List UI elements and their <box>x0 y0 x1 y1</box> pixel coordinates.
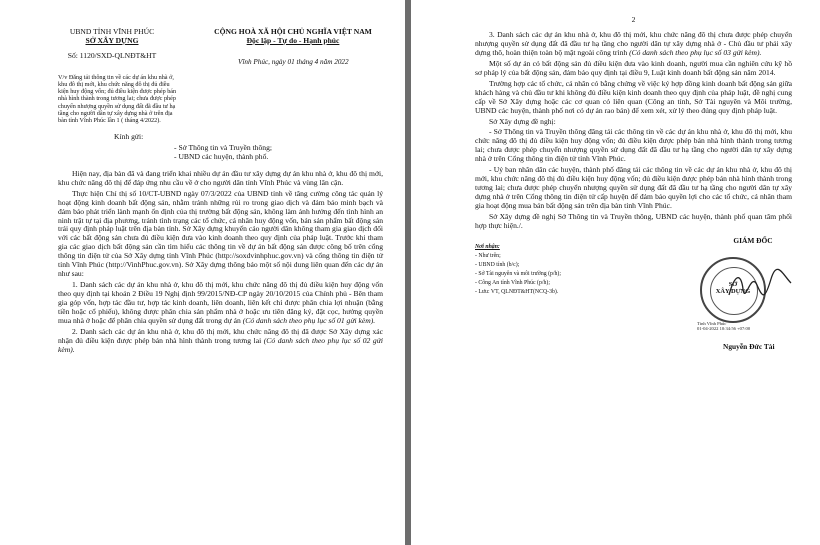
kinh-gui-label: Kính gửi: <box>114 131 144 141</box>
request-item-2: - Uỷ ban nhân dân các huyện, thành phố đăng tải các thông tin về các dự án khu nhà ở, khu đô thị mới, khu chức năng đô thị đủ điều kiện huy động vốn; đủ điều kiện được phép bán nhà hình thành trong tương lai; chưa được phép chuyển nhượng quyền sử dụng đất đã đầu tư hạ tầng cho người dân tự xây dựng nhà ở trên Cổng thông tin điện tử cấp huyện để đảm bảo quyền lợi cho các tổ chức, cá nhân tham gia hoạt động mua bán bất động sản trên địa bàn tỉnh Vĩnh Phúc. <box>475 165 792 211</box>
document-page-1 <box>0 0 405 545</box>
recipient-line: - UBND tỉnh (b/c); <box>475 261 520 268</box>
list-item-1: 1. Danh sách các dự án khu nhà ở, khu đô thị mới, khu chức năng đô thị đủ điều kiện huy động vốn theo quy định tại khoản 2 Điều 19 Nghị định 99/2015/NĐ-CP ngày 20/10/2015 của Chính phủ - Bên tham gia góp vốn, hợp tác đầu tư, hợp tác kinh doanh, liên doanh, liên kết chỉ được phân chia lợi nhuận (bằng tiền hoặc cổ phiếu), không được phân chia sản phẩm nhà ở hoặc ưu tiên đăng ký, đặt cọc, hưởng quyền mua nhà ở hoặc để phân chia quyền sử dụng đất trong dự án (Có danh sách theo phụ lục số 01 gửi kèm). <box>58 280 383 325</box>
handwritten-signature-icon <box>725 265 795 305</box>
document-subject: V/v Đăng tải thông tin về các dự án khu nhà ở, khu đô thị mới, khu chức năng đô thị đủ điều kiện huy động vốn; đủ điều kiện được phép bán nhà hình thành trong tương lai; chưa được phép chuyển nhượng quyền sử dụng đất đã đầu tư hạ tầng cho người dân tự xây dựng nhà ở trên địa bàn tỉnh Vĩnh Phúc lần 1 ( tháng 4/2022). <box>58 74 177 124</box>
agency-line-1: UBND TỈNH VĨNH PHÚC <box>69 27 155 36</box>
paragraph-intro: Hiện nay, địa bàn đã và đang triển khai nhiều dự án đầu tư xây dựng dự án khu nhà ở, khu đô thị mới, khu chức năng đô thị để đáp ứng nhu cầu về ở cho người dân tỉnh Vĩnh Phúc và vùng lân cận. <box>58 168 383 187</box>
list-item-2: 2. Danh sách các dự án khu nhà ở, khu đô thị mới, khu chức năng đô thị đã được Sở Xây dựng xác nhận đủ điều kiện được phép bán nhà hình thành trong tương lai (Có danh sách theo phụ lục số 02 gửi kèm). <box>58 326 383 354</box>
agency-line-2: SỞ XÂY DỰNG <box>85 35 139 45</box>
signer-title: GIÁM ĐỐC <box>733 235 773 245</box>
recipient-item: - UBND các huyện, thành phố. <box>174 151 269 161</box>
digital-signature-info: Tỉnh Vĩnh Phúc 01-04-2022 10:34:56 +07:00 <box>697 320 751 332</box>
document-number: Số: 1120/SXD-QLNĐT&HT <box>67 50 157 60</box>
signature-area <box>475 237 792 387</box>
recipient-line: - Công An tỉnh Vĩnh Phúc (p/h); <box>475 279 550 286</box>
recipient-line: - Lưu: VT, QLNĐT&HT(NCQ-3b). <box>475 288 559 295</box>
noi-nhan-label: Nơi nhận: <box>475 243 500 250</box>
recipient-item: - Sở Thông tin và Truyền thông; <box>174 142 272 152</box>
agency-block <box>58 28 166 61</box>
page-number: 2 <box>631 15 636 24</box>
recipients-list <box>475 243 561 297</box>
request-heading: Sở Xây dựng đề nghị: <box>489 116 556 126</box>
document-date: Vĩnh Phúc, ngày 01 tháng 4 năm 2022 <box>238 58 349 66</box>
request-item-1: - Sở Thông tin và Truyền thông đăng tải các thông tin về các dự án khu nhà ở, khu đô thị mới, khu chức năng đô thị đủ điều kiện huy động vốn; đủ điều kiện được phép bán nhà hình thành trong tương lai; chưa được phép chuyển nhượng quyền sử dụng đất đã đầu tư hạ tầng cho người dân tự xây dựng nhà ở trên Cổng thông tin điện tử tỉnh Vĩnh Phúc. <box>475 127 792 164</box>
nation-line-1: CỘNG HOÀ XÃ HỘI CHỦ NGHĨA VIỆT NAM <box>214 27 372 36</box>
recipient-line: - Như trên; <box>475 252 501 259</box>
document-header <box>58 28 383 70</box>
recipient-line: - Sở Tài nguyên và môi trường (p/h); <box>475 270 561 277</box>
nation-line-2: Độc lập - Tự do - Hạnh phúc <box>246 35 340 45</box>
document-page-2 <box>411 0 820 545</box>
closing-paragraph: Sở Xây dựng đề nghị Sở Thông tin và Truyền thông, UBND các huyện, thành phố quan tâm phối hợp thực hiện./. <box>475 212 792 231</box>
paragraph-legal-note: Một số dự án có bất động sản đủ điều kiện đưa vào kinh doanh, người mua cần nghiên cứu kỹ hồ sơ pháp lý của bất động sản, đảm bảo quy định tại điều 9, Luật kinh doanh bất động sản năm 2014. <box>475 58 792 77</box>
national-motto <box>188 28 398 46</box>
stamp-text: SỞ XÂY DỰNG <box>715 280 751 296</box>
signer-name: Nguyễn Đức Tài <box>723 341 775 351</box>
paragraph-directive: Thực hiện Chỉ thị số 10/CT-UBND ngày 07/3/2022 của UBND tỉnh về tăng cường công tác quản lý hoạt động kinh doanh bất động sản, nhằm tránh những rủi ro trong giao dịch và đảm bảo minh bạch và đảm bảo phát triển lành mạnh ổn định của thị trường bất động sản, không làm ảnh hưởng đến tình hình an ninh trật tự tại địa phương, tránh tình trạng các tổ chức, cá nhân huy động vốn, bán sản phẩm bất động sản trái quy định pháp luật trên địa bàn tỉnh. Sở Xây dựng khuyến cáo người dân không tham gia giao dịch đối với các bất động sản chưa đủ điều kiện đưa vào kinh doanh theo quy định của pháp luật. Trước khi tham gia các giao dịch bất động sản cần tìm hiểu các thông tin về dự án bất động sản được công bố trên cổng thông tin điện tử của Sở Xây dựng tỉnh Vĩnh Phúc (http://soxdvinhphuc.gov.vn) và cổng thông tin điện tử tỉnh Vĩnh Phúc (http://VinhPhuc.gov.vn). Sở Xây dựng thông báo một số nội dung liên quan đến các dự án như sau: <box>58 188 383 279</box>
list-item-3: 3. Danh sách các dự án khu nhà ở, khu đô thị mới, khu chức năng đô thị chưa được phép chuyển nhượng quyền sử dụng đất đã đầu tư hạ tầng cho người dân tự xây dựng nhà ở - Chủ đầu tư phải xây dựng thô, hoàn thiện toàn bộ mặt ngoài công trình (Có danh sách theo phụ lục số 03 gửi kèm). <box>475 29 792 57</box>
paragraph-evidence: Trường hợp các tổ chức, cá nhân có bằng chứng về việc ký hợp đồng kinh doanh bất động sản giữa khách hàng và chủ đầu tư khi không đủ điều kiện kinh doanh theo quy định của pháp luật, đề nghị cung cấp về Sở Xây dựng hoặc các cơ quan có liên quan (Công an tỉnh, Sở Tài nguyên và Môi trường, UBND các huyện, thành phố nơi có dự án rao bán) để xem xét, xử lý theo đúng quy định pháp luật. <box>475 78 792 115</box>
